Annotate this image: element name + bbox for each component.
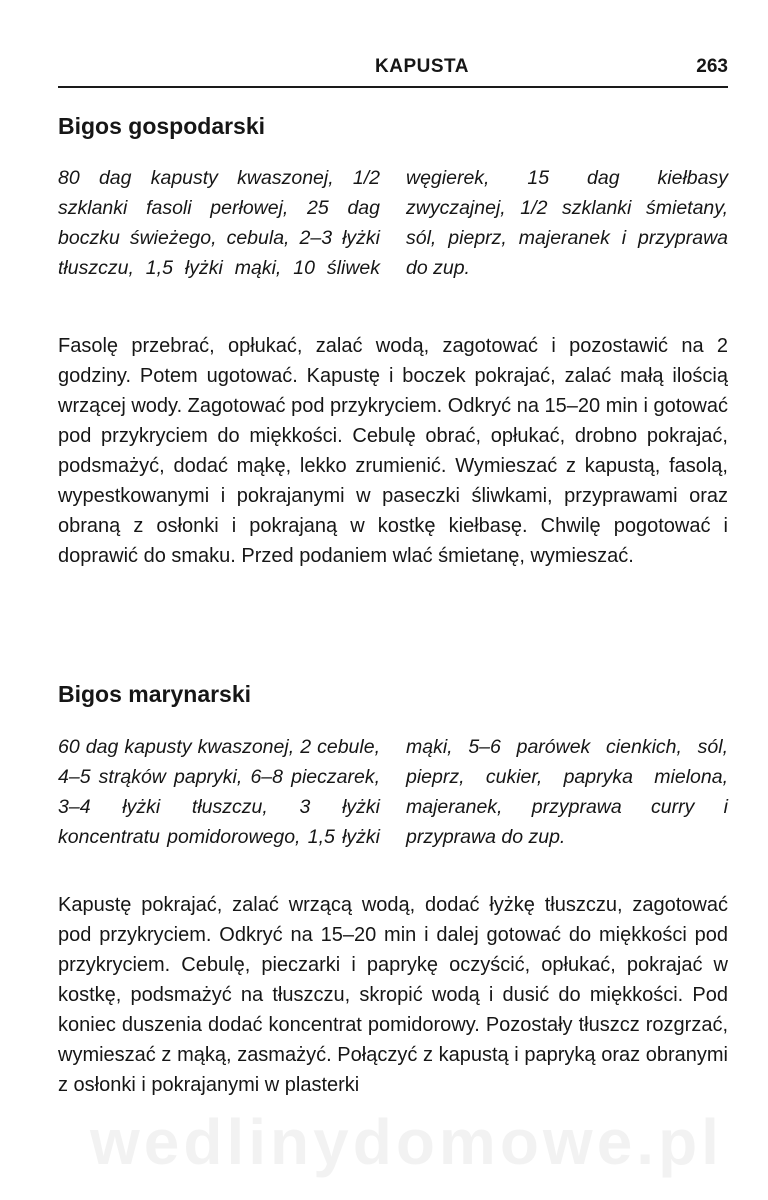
watermark: wedlinydomowe.pl — [90, 1106, 723, 1178]
recipe-instructions: Fasolę przebrać, opłukać, zalać wodą, zagotować i pozostawić na 2 godziny. Potem ugotować. Kapustę i boczek pokrajać, zalać małą ilością wrzącej wody. Zagotować pod przykryciem. Odkryć na 15–20 min i gotować pod przykryciem do miękkości. Cebulę obrać, opłukać, drobno pokrajać, podsmażyć, dodać mąkę, lekko zrumienić. Wymieszać z kapustą, fasolą, wypestkowanymi i pokrajanymi w paseczki śliwkami, przyprawami oraz obraną z osłonki i pokrajaną w kostkę kiełbasę. Chwilę pogotować i doprawić do smaku. Przed podaniem wlać śmietanę, wymieszać. — [58, 335, 728, 567]
recipe-title: Bigos marynarski — [58, 681, 252, 707]
page-header — [58, 56, 728, 88]
ingredients-list: 60 dag kapusty kwaszonej, 2 cebule, 4–5 strąków papryki, 6–8 pieczarek, 3–4 łyżki tłuszczu, 3 łyżki koncentratu pomidorowego, 1,5 łyżki mąki, 5–6 parówek cienkich, sól, pieprz, cukier, papryka mielona, majeranek, przyprawa curry i przyprawa do zup. — [58, 736, 728, 848]
page-number: 263 — [696, 56, 728, 77]
running-head: KAPUSTA — [375, 56, 469, 77]
ingredients-list: 80 dag kapusty kwaszonej, 1/2 szklanki fasoli perłowej, 25 dag boczku świeżego, cebula, 2–3 łyżki tłuszczu, 1,5 łyżki mąki, 10 śliwek węgierek, 15 dag kiełbasy zwyczajnej, 1/2 szklanki śmietany, sól, pieprz, majeranek i przyprawa do zup. — [58, 167, 728, 279]
recipe-title: Bigos gospodarski — [58, 113, 266, 139]
recipe-instructions: Kapustę pokrajać, zalać wrzącą wodą, dodać łyżkę tłuszczu, zagotować pod przykryciem. Odkryć na 15–20 min i dalej gotować do miękkości pod przykryciem. Cebulę, pieczarki i paprykę oczyścić, opłukać, pokrajać w kostkę, podsmażyć na tłuszczu, skropić wodą i dusić do miękkości. Pod koniec duszenia dodać koncentrat pomidorowy. Pozostały tłuszcz rozgrzać, wymieszać z mąką, zasmażyć. Połączyć z kapustą i papryką oraz obranymi z osłonki i pokrajanymi w plasterki — [58, 894, 728, 1096]
